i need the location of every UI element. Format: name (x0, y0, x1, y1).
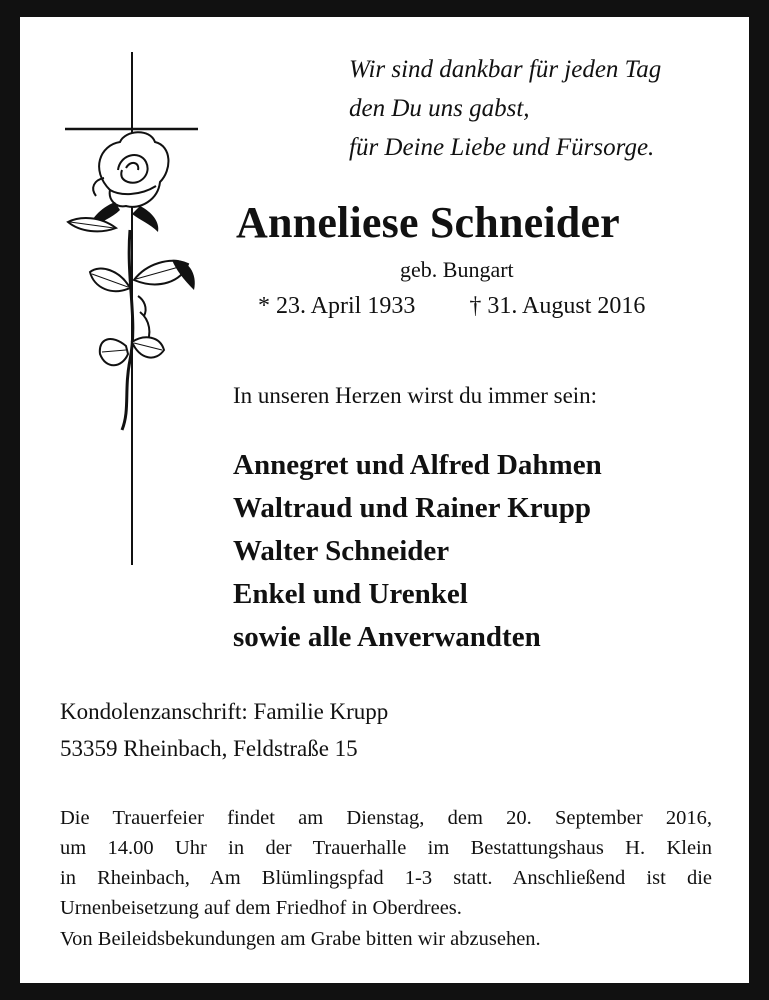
deceased-name: Anneliese Schneider (236, 198, 620, 247)
address-line: 53359 Rheinbach, Feldstraße 15 (60, 736, 358, 761)
family-member: Enkel und Urenkel (233, 578, 468, 610)
life-dates (258, 293, 645, 320)
family-member: Annegret und Alfred Dahmen (233, 449, 602, 481)
final-note: Von Beileidsbekundungen am Grabe bitten wir abzusehen. (60, 928, 541, 950)
death-date: † 31. August 2016 (469, 293, 646, 319)
family-member: Waltraud und Rainer Krupp (233, 492, 592, 524)
cross-with-rose-icon (60, 50, 210, 570)
notice-line: in Rheinbach, Am Blümlingspfad 1-3 statt. Anschließend ist die (60, 867, 712, 889)
family-list (233, 444, 602, 659)
poem-line: für Deine Liebe und Fürsorge. (349, 134, 655, 161)
notice-line: um 14.00 Uhr in der Trauerhalle im Bestattungshaus H. Klein (60, 837, 712, 859)
condolence-address (60, 693, 388, 767)
poem-line: den Du uns gabst, (349, 95, 530, 122)
address-line: Kondolenzanschrift: Familie Krupp (60, 699, 389, 724)
funeral-notice (60, 803, 712, 923)
family-member: sowie alle Anverwandten (233, 621, 541, 653)
poem-line: Wir sind dankbar für jeden Tag (349, 56, 662, 83)
notice-line: Urnenbeisetzung auf dem Friedhof in Oberdrees. (60, 897, 462, 919)
birth-date: * 23. April 1933 (258, 293, 416, 319)
intro-line: In unseren Herzen wirst du immer sein: (233, 383, 598, 408)
poem-quote (349, 50, 661, 167)
maiden-name: geb. Bungart (400, 257, 514, 282)
family-member: Walter Schneider (233, 535, 450, 567)
notice-line: Die Trauerfeier findet am Dienstag, dem 20. September 2016, (60, 807, 712, 829)
